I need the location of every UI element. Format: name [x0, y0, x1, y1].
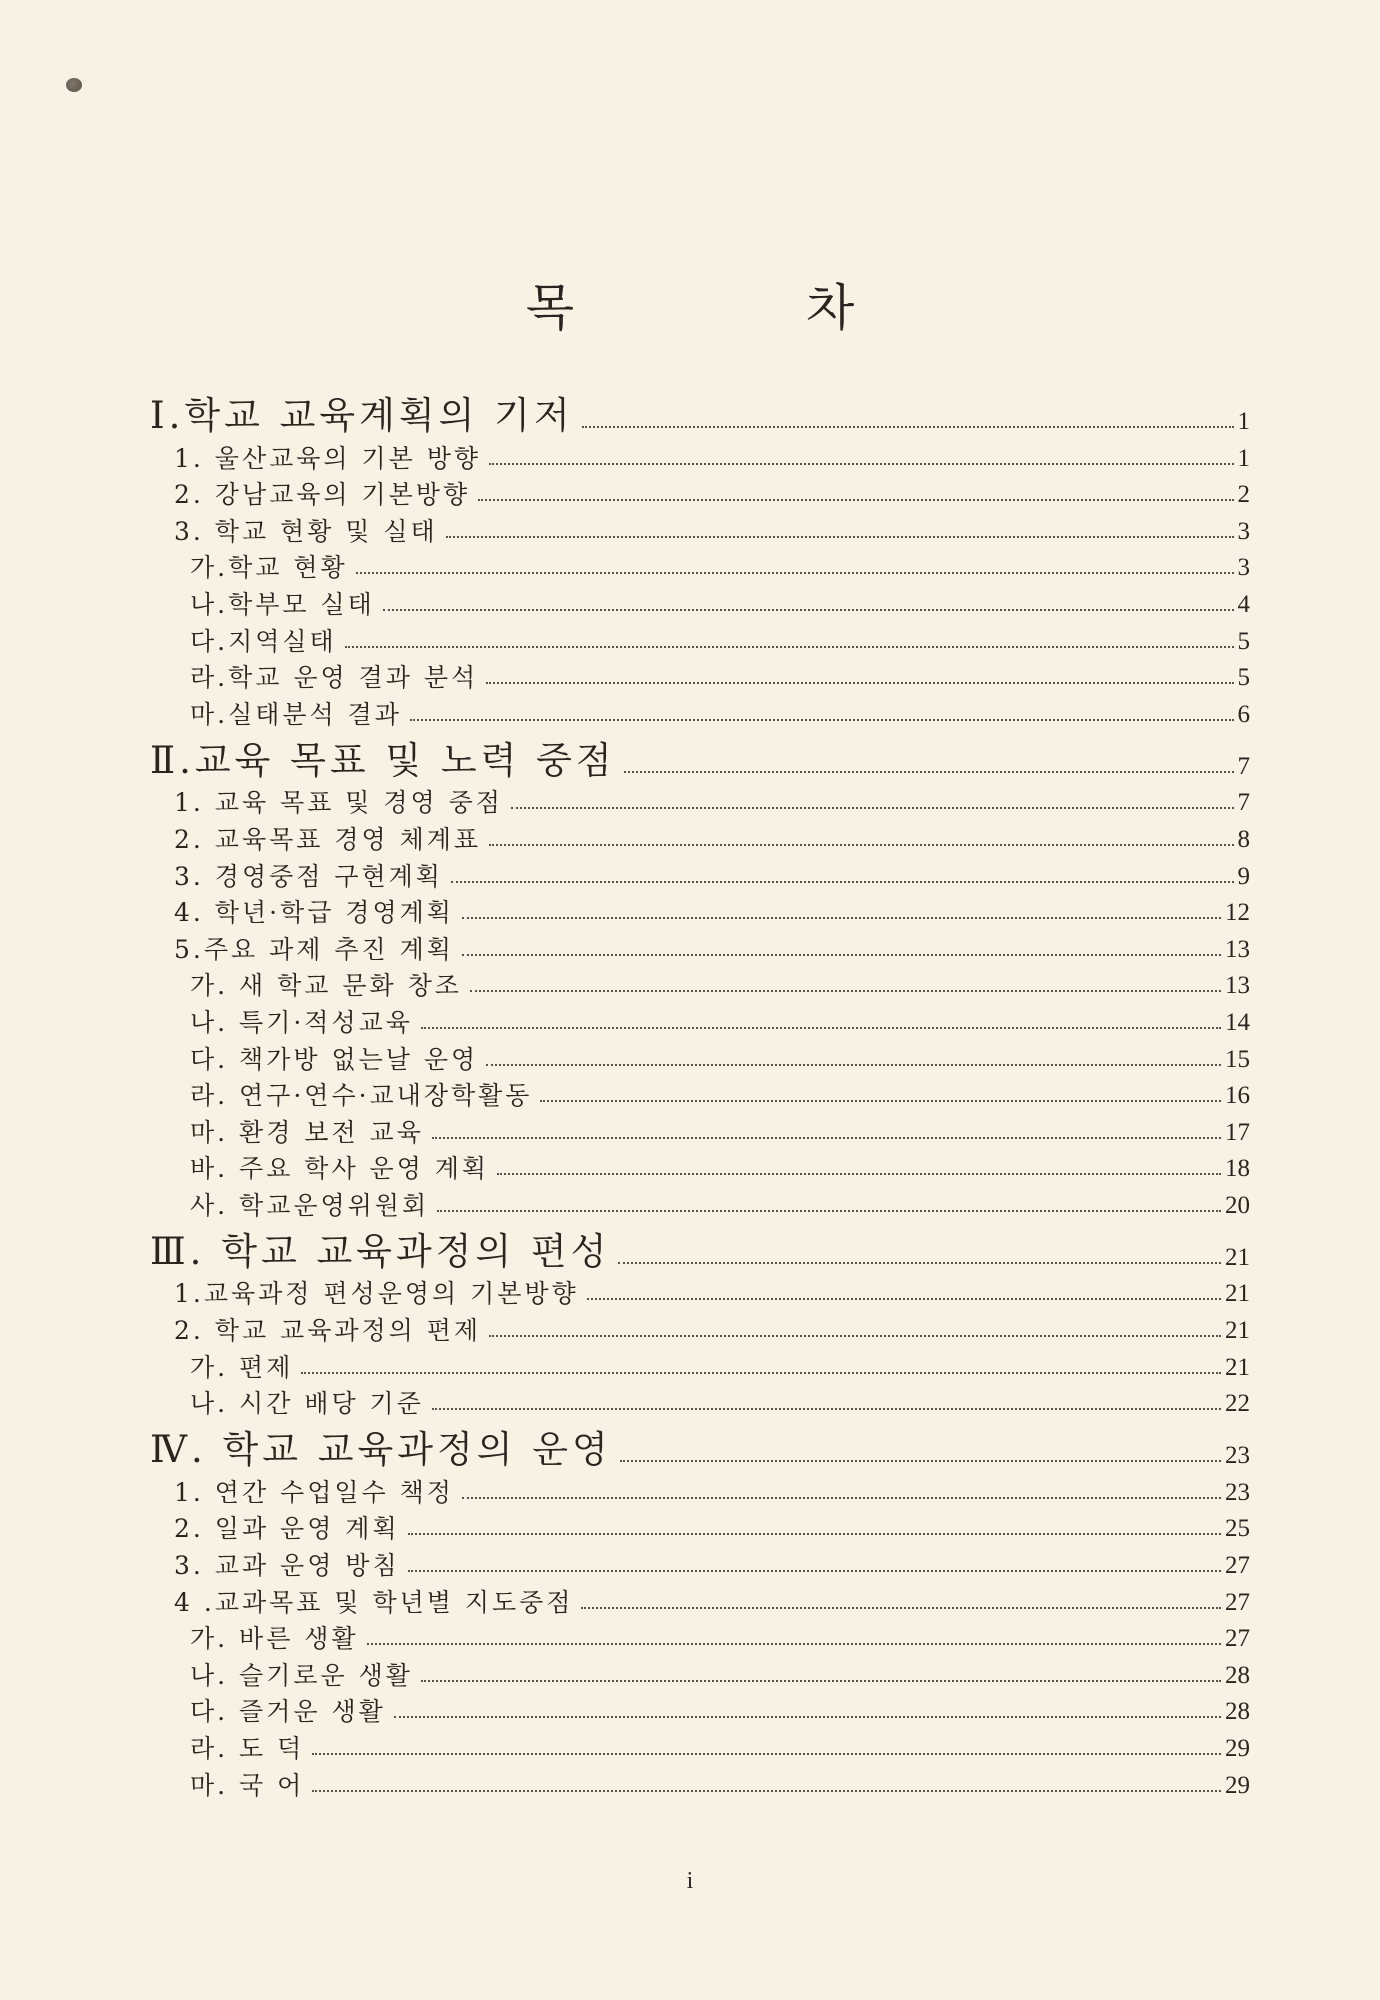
dot-leader [356, 572, 1234, 574]
toc-entry-page: 16 [1225, 1082, 1250, 1110]
toc-entry-label: 가. 새 학교 문화 창조 [190, 971, 462, 1001]
toc-entry-page: 14 [1225, 1008, 1250, 1036]
toc-subsection [150, 1651, 1250, 1688]
toc-entry-page: 12 [1225, 899, 1250, 927]
toc-entry-label: 2. 강남교육의 기본방향 [174, 480, 471, 510]
toc-entry-label: 다. 책가방 없는날 운영 [190, 1044, 479, 1074]
toc-entry-page: 27 [1225, 1552, 1250, 1580]
toc-subsection [150, 544, 1250, 581]
dot-leader [451, 881, 1234, 883]
toc-entry-label: 4 .교과목표 및 학년별 지도중점 [174, 1587, 574, 1617]
toc-entry-label: Ⅲ. 학교 교육과정의 편성 [150, 1229, 611, 1273]
page-title: 목 차 [525, 279, 963, 337]
toc-entry-label: 라. 연구·연수·교내장학활동 [190, 1081, 533, 1111]
dot-leader [432, 1408, 1221, 1410]
toc-chapter [150, 733, 1250, 782]
toc-entry-label: 2. 학교 교육과정의 편제 [174, 1316, 482, 1346]
toc-entry-label: Ⅱ.교육 목표 및 노력 중점 [150, 738, 616, 782]
toc-entry-page: 5 [1237, 627, 1250, 655]
toc-subsection [150, 1761, 1250, 1798]
toc-subsection [150, 1145, 1250, 1182]
dot-leader [432, 1137, 1221, 1139]
toc-entry-label: Ⅳ. 학교 교육과정의 운영 [150, 1428, 612, 1472]
toc-section [150, 852, 1250, 889]
toc-entry-label: 나. 시간 배당 기준 [190, 1389, 424, 1419]
toc-subsection [150, 1343, 1250, 1380]
toc-entry-label: 사. 학교운영위원회 [190, 1190, 430, 1220]
dot-leader [489, 1335, 1221, 1337]
dot-leader [408, 1533, 1221, 1535]
toc-entry-page: 3 [1237, 554, 1250, 582]
toc-entry-page: 13 [1225, 935, 1250, 963]
toc-entry-page: 1 [1237, 408, 1250, 435]
toc-entry-label: 1. 울산교육의 기본 방향 [174, 443, 482, 473]
toc-chapter [150, 388, 1250, 437]
dot-leader [394, 1716, 1221, 1718]
toc-entry-page: 25 [1225, 1515, 1250, 1543]
toc-entry-label: 마. 국 어 [190, 1770, 305, 1800]
dot-leader [511, 807, 1234, 809]
dot-leader [489, 463, 1233, 465]
toc-subsection [150, 690, 1250, 727]
toc-section [150, 434, 1250, 471]
toc-subsection [150, 580, 1250, 617]
page-number: i [686, 1868, 694, 1894]
toc-subsection [150, 1724, 1250, 1761]
dot-leader [345, 646, 1234, 648]
toc-entry-label: 가. 바른 생활 [190, 1624, 359, 1654]
toc-entry-page: 29 [1225, 1735, 1250, 1762]
toc-entry-page: 3 [1237, 517, 1250, 545]
toc-entry-label: 마.실태분석 결과 [190, 699, 402, 729]
toc-section [150, 779, 1250, 816]
toc-entry-page: 28 [1225, 1661, 1250, 1689]
dot-leader [383, 609, 1234, 611]
dot-leader [421, 1027, 1221, 1029]
toc-entry-page: 6 [1237, 700, 1250, 728]
toc-section [150, 1468, 1250, 1505]
toc-entry-label: 3. 학교 현황 및 실태 [174, 516, 438, 546]
dot-leader [497, 1173, 1221, 1175]
dot-leader [624, 771, 1234, 773]
toc-subsection [150, 1380, 1250, 1417]
toc-entry-page: 5 [1237, 664, 1250, 692]
toc-section [150, 925, 1250, 962]
toc-entry-page: 8 [1237, 825, 1250, 853]
table-of-contents [150, 382, 1250, 1798]
toc-subsection [150, 1615, 1250, 1652]
toc-entry-page: 9 [1237, 862, 1250, 890]
toc-entry-page: 15 [1225, 1045, 1250, 1073]
toc-entry-label: 2. 교육목표 경영 체계표 [174, 824, 482, 854]
toc-subsection [150, 1035, 1250, 1072]
toc-subsection [150, 998, 1250, 1035]
dot-leader [446, 536, 1234, 538]
toc-entry-page: 2 [1237, 481, 1250, 509]
toc-entry-label: 라. 도 덕 [190, 1734, 305, 1763]
toc-chapter [150, 1422, 1250, 1472]
toc-entry-page: 23 [1225, 1478, 1250, 1506]
toc-entry-page: 27 [1225, 1588, 1250, 1616]
toc-subsection [150, 1688, 1250, 1725]
toc-entry-label: 1. 연간 수업일수 책정 [174, 1477, 454, 1507]
toc-entry-label: 가.학교 현황 [190, 553, 348, 583]
toc-entry-label: 3. 경영중점 구현계획 [174, 861, 443, 891]
toc-entry-label: 1.교육과정 편성운영의 기본방향 [174, 1279, 579, 1309]
toc-section [150, 1505, 1250, 1542]
toc-entry-page: 20 [1225, 1191, 1250, 1219]
toc-entry-label: 바. 주요 학사 운영 계획 [190, 1154, 490, 1184]
toc-entry-page: 21 [1225, 1243, 1250, 1271]
dot-leader [489, 844, 1233, 846]
toc-entry-label: 다.지역실태 [190, 626, 337, 656]
dot-leader [470, 990, 1221, 992]
toc-section [150, 1270, 1250, 1307]
toc-section [150, 1306, 1250, 1346]
dot-leader [462, 1497, 1221, 1499]
dot-leader [437, 1210, 1221, 1212]
dot-leader [421, 1680, 1221, 1682]
toc-entry-label: 마. 환경 보전 교육 [190, 1117, 424, 1147]
dot-leader [478, 499, 1233, 501]
toc-entry-page: 7 [1237, 752, 1250, 780]
toc-entry-label: 3. 교과 운영 방침 [174, 1551, 400, 1581]
dot-leader [620, 1460, 1221, 1462]
toc-entry-page: 4 [1237, 590, 1250, 618]
toc-entry-label: Ⅰ.학교 교육계획의 기저 [150, 394, 574, 437]
toc-entry-label: 나. 특기·적성교육 [190, 1007, 413, 1037]
toc-section [150, 471, 1250, 508]
dot-leader [462, 954, 1221, 956]
toc-chapter [150, 1224, 1250, 1273]
dot-leader [301, 1372, 1221, 1374]
toc-entry-label: 4. 학년·학급 경영계획 [174, 898, 454, 928]
paper-speck [66, 78, 82, 92]
toc-section [150, 507, 1250, 544]
dot-leader [410, 719, 1234, 721]
toc-entry-label: 2. 일과 운영 계획 [174, 1514, 400, 1544]
toc-entry-page: 29 [1225, 1771, 1250, 1799]
toc-subsection [150, 617, 1250, 654]
toc-entry-label: 5.주요 과제 추진 계획 [174, 934, 454, 964]
toc-entry-label: 다. 즐거운 생활 [190, 1697, 386, 1727]
toc-entry-page: 18 [1225, 1155, 1250, 1183]
dot-leader [582, 426, 1234, 428]
toc-section [150, 1578, 1250, 1615]
toc-entry-page: 17 [1225, 1118, 1250, 1146]
dot-leader [618, 1262, 1221, 1264]
toc-entry-page: 21 [1225, 1317, 1250, 1345]
dot-leader [312, 1753, 1221, 1755]
toc-entry-page: 28 [1225, 1698, 1250, 1726]
dot-leader [462, 917, 1221, 919]
toc-subsection [150, 1108, 1250, 1145]
dot-leader [587, 1298, 1221, 1300]
toc-entry-page: 7 [1237, 789, 1250, 817]
toc-subsection [150, 1181, 1250, 1218]
toc-entry-page: 22 [1225, 1390, 1250, 1418]
dot-leader [486, 682, 1233, 684]
toc-entry-page: 21 [1225, 1353, 1250, 1381]
dot-leader [540, 1100, 1221, 1102]
dot-leader [408, 1570, 1221, 1572]
dot-leader [581, 1607, 1221, 1609]
toc-section [150, 889, 1250, 926]
toc-entry-page: 27 [1225, 1625, 1250, 1653]
toc-section [150, 1541, 1250, 1581]
toc-entry-label: 나. 슬기로운 생활 [190, 1660, 413, 1690]
toc-entry-label: 1. 교육 목표 및 경영 중점 [174, 788, 503, 818]
toc-entry-page: 1 [1237, 444, 1250, 472]
toc-entry-page: 23 [1225, 1442, 1250, 1470]
toc-subsection [150, 1072, 1250, 1109]
toc-entry-page: 13 [1225, 972, 1250, 1000]
toc-entry-label: 나.학부모 실태 [190, 589, 375, 619]
dot-leader [312, 1790, 1221, 1792]
dot-leader [367, 1643, 1221, 1645]
toc-entry-page: 21 [1225, 1280, 1250, 1308]
toc-subsection [150, 654, 1250, 691]
toc-subsection [150, 962, 1250, 999]
toc-entry-label: 가. 편제 [190, 1352, 294, 1382]
toc-section [150, 815, 1250, 852]
toc-entry-label: 라.학교 운영 결과 분석 [190, 663, 479, 693]
dot-leader [486, 1064, 1221, 1066]
